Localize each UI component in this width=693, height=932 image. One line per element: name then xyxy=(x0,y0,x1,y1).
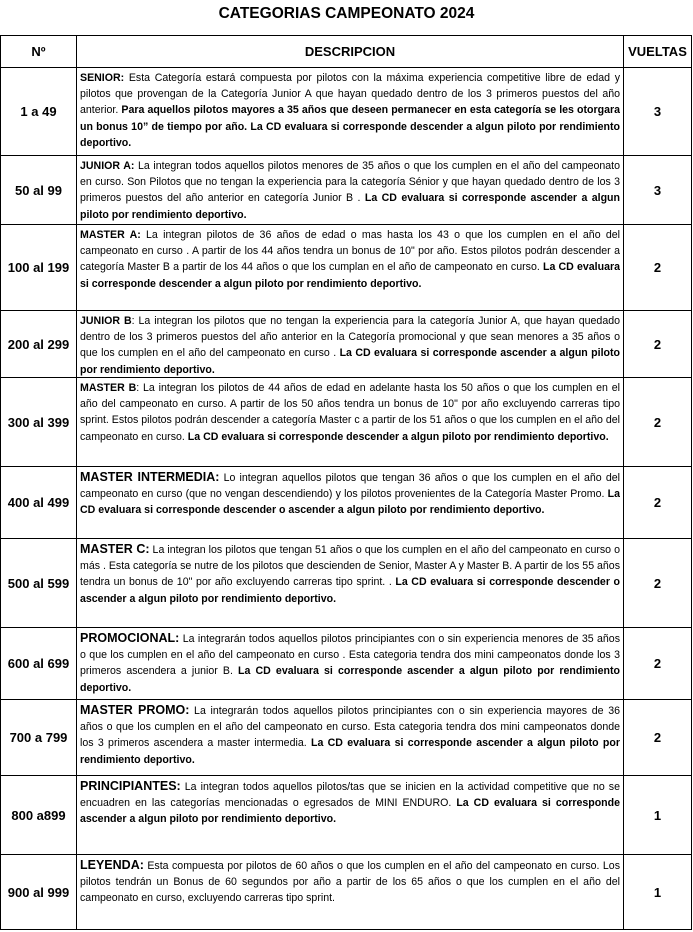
category-name: JUNIOR B xyxy=(80,315,132,327)
category-text: : La integran los pilotos que no tengan la experiencia para la categoría Junior A, que hayan quedado dentro de los 3 primeros puestos del año anterior en la Categoría promocional y que sean menores a 35 años o que los cumplen en el año del campeonato en curso . xyxy=(80,315,620,360)
table-row xyxy=(1,776,692,855)
table-row xyxy=(1,467,692,539)
category-text: La integran pilotos de 36 años de edad o mas hasta los 43 o que los cumplen en el año del campeonato en curso . A partir de los 44 años tendra un bonus de 10" por año. Estos pilotos podrán descender a categoría Master B a partir de los 44 años o que los cumplan en el año de campeonato en curso. xyxy=(80,229,620,274)
row-laps: 1 xyxy=(624,855,692,930)
categories-table xyxy=(0,35,692,930)
row-description xyxy=(77,776,624,855)
table-row xyxy=(1,311,692,378)
row-description xyxy=(77,68,624,156)
category-text: La integran todos aquellos pilotos/tas que se inicien en la actividad competitive que no se encuadren en las categorías mencionadas o egresados de MINI ENDURO. xyxy=(80,781,620,810)
header-number: Nº xyxy=(1,36,77,68)
category-note: La CD evaluara si corresponde ascender a algun piloto por rendimiento deportivo. xyxy=(80,192,620,221)
category-name: PRINCIPIANTES: xyxy=(80,779,181,793)
row-description xyxy=(77,311,624,378)
category-text: Esta compuesta por pilotos de 60 años o que los cumplen en el año del campeonato en curso. Los pilotos tendrán un Bonus de 60 segundos por año a partir de los 65 años o que los cumplen en el año del campeonato en curso, excluyendo carreras tipo sprint. xyxy=(80,860,620,905)
row-laps: 3 xyxy=(624,156,692,225)
category-note: La CD evaluara si corresponde descender o ascender a algun piloto por rendimiento deportivo. xyxy=(80,576,620,605)
table-row xyxy=(1,700,692,776)
table-row xyxy=(1,378,692,467)
category-note: La CD evaluara si corresponde ascender a algun piloto por rendimiento deportivo. xyxy=(80,797,620,826)
category-name: MASTER PROMO: xyxy=(80,703,190,717)
row-description xyxy=(77,467,624,539)
category-text: Lo integran aquellos pilotos que tengan 36 años o que los cumplen en el año del campeonato en curso (que no vengan descendiendo) y los pilotos provenientes de la Categoría Master Promo. xyxy=(80,472,620,501)
table-row xyxy=(1,628,692,700)
row-number-range: 400 al 499 xyxy=(1,467,77,539)
row-laps: 2 xyxy=(624,467,692,539)
category-text: La integran todos aquellos pilotos menores de 35 años o que los cumplen en el año del campeonato en curso. Son Pilotos que no tengan la experiencia para la categoría Sénior y que hayan quedado dentro de los 3 primeros puestos del año anterior en categoría Junior B . xyxy=(80,160,620,205)
table-row xyxy=(1,156,692,225)
row-number-range: 900 al 999 xyxy=(1,855,77,930)
row-laps: 3 xyxy=(624,68,692,156)
category-note: La CD evaluara si corresponde ascender a algun piloto por rendimiento deportivo. xyxy=(80,347,620,376)
table-row xyxy=(1,539,692,628)
category-note: La CD evaluara si corresponde descender o ascender a algun piloto por rendimiento deportivo. xyxy=(80,488,620,517)
page-title: CATEGORIAS CAMPEONATO 2024 xyxy=(218,5,475,22)
row-laps: 2 xyxy=(624,628,692,700)
row-laps: 2 xyxy=(624,539,692,628)
row-description xyxy=(77,855,624,930)
category-note: La CD evaluara si corresponde descender a algun piloto por rendimiento deportivo. xyxy=(80,261,620,290)
category-name: PROMOCIONAL: xyxy=(80,631,180,645)
table-header-row xyxy=(1,36,692,68)
row-number-range: 700 a 799 xyxy=(1,700,77,776)
row-description xyxy=(77,539,624,628)
row-laps: 2 xyxy=(624,700,692,776)
header-laps: VUELTAS xyxy=(624,36,692,68)
category-name: LEYENDA: xyxy=(80,858,144,872)
category-name: SENIOR: xyxy=(80,72,125,84)
category-name: MASTER INTERMEDIA: xyxy=(80,470,220,484)
table-row xyxy=(1,855,692,930)
category-name: MASTER A: xyxy=(80,229,141,241)
row-description xyxy=(77,156,624,225)
row-number-range: 200 al 299 xyxy=(1,311,77,378)
row-number-range: 50 al 99 xyxy=(1,156,77,225)
row-description xyxy=(77,700,624,776)
category-note: Para aquellos pilotos mayores a 35 años que deseen permanecer en esta categoría se les otorgara un bonus 10” de tiempo por año. La CD evaluara si corresponde descender a algun piloto por rendimiento deportivo. xyxy=(80,104,620,149)
category-name: MASTER B xyxy=(80,382,137,394)
category-text: : La integran los pilotos de 44 años de edad en adelante hasta los 50 años o que los cumplen en el año del campeonato en curso. A partir de los 50 años tendra un bonus de 10" por año excluyendo carreras tipo sprint. Estos pilotos podrán descender a categoría Master c a partir de los 51 años o que los cumplen en el año del campeonato en curso. xyxy=(80,382,620,443)
category-text: La integran los pilotos que tengan 51 años o que los cumplen en el año del campeonato en curso o más . Esta categoría se nutre de los pilotos que descienden de Senior, Master A y Master B. A partir de los 55 años tendra un bonus de 10" por año excluyendo carreras tipo sprint. . xyxy=(80,544,620,589)
row-description xyxy=(77,378,624,467)
row-laps: 2 xyxy=(624,378,692,467)
category-text: La integrarán todos aquellos pilotos principiantes con o sin experiencia mayores de 36 años o que los cumplen en el año del campeonato en curso. Esta categoria tendra dos mini campeonatos donde los 3 primeros ascendera a master intermedia. xyxy=(80,705,620,750)
row-laps: 2 xyxy=(624,311,692,378)
category-note: La CD evaluara si corresponde descender a algun piloto por rendimiento deportivo. xyxy=(187,430,609,443)
header-description: DESCRIPCION xyxy=(77,36,624,68)
table-row xyxy=(1,68,692,156)
row-laps: 2 xyxy=(624,225,692,311)
category-text: La integrarán todos aquellos pilotos principiantes con o sin experiencia menores de 35 años o que los cumplen en el año del campeonato en curso . Esta categoria tendra dos mini campeonatos donde los 3 primeros ascendera a junior B. xyxy=(80,633,620,678)
row-description xyxy=(77,628,624,700)
row-number-range: 1 a 49 xyxy=(1,68,77,156)
row-number-range: 800 a899 xyxy=(1,776,77,855)
row-description xyxy=(77,225,624,311)
row-number-range: 300 al 399 xyxy=(1,378,77,467)
row-laps: 1 xyxy=(624,776,692,855)
row-number-range: 600 al 699 xyxy=(1,628,77,700)
category-note: La CD evaluara si corresponde ascender a algun piloto por rendimiento deportivo. xyxy=(80,737,620,766)
category-note: La CD evaluara si corresponde ascender a algun piloto por rendimiento deportivo. xyxy=(80,665,620,694)
category-text: Esta Categoría estará compuesta por pilotos con la máxima experiencia competitive libre de edad y pilotos que provengan de la Categoría Junior A que hayan quedado dentro de los 3 primeros puestos del año anterior. xyxy=(80,72,620,117)
table-row xyxy=(1,225,692,311)
category-name: MASTER C: xyxy=(80,542,150,556)
category-name: JUNIOR A: xyxy=(80,160,135,172)
row-number-range: 100 al 199 xyxy=(1,225,77,311)
row-number-range: 500 al 599 xyxy=(1,539,77,628)
